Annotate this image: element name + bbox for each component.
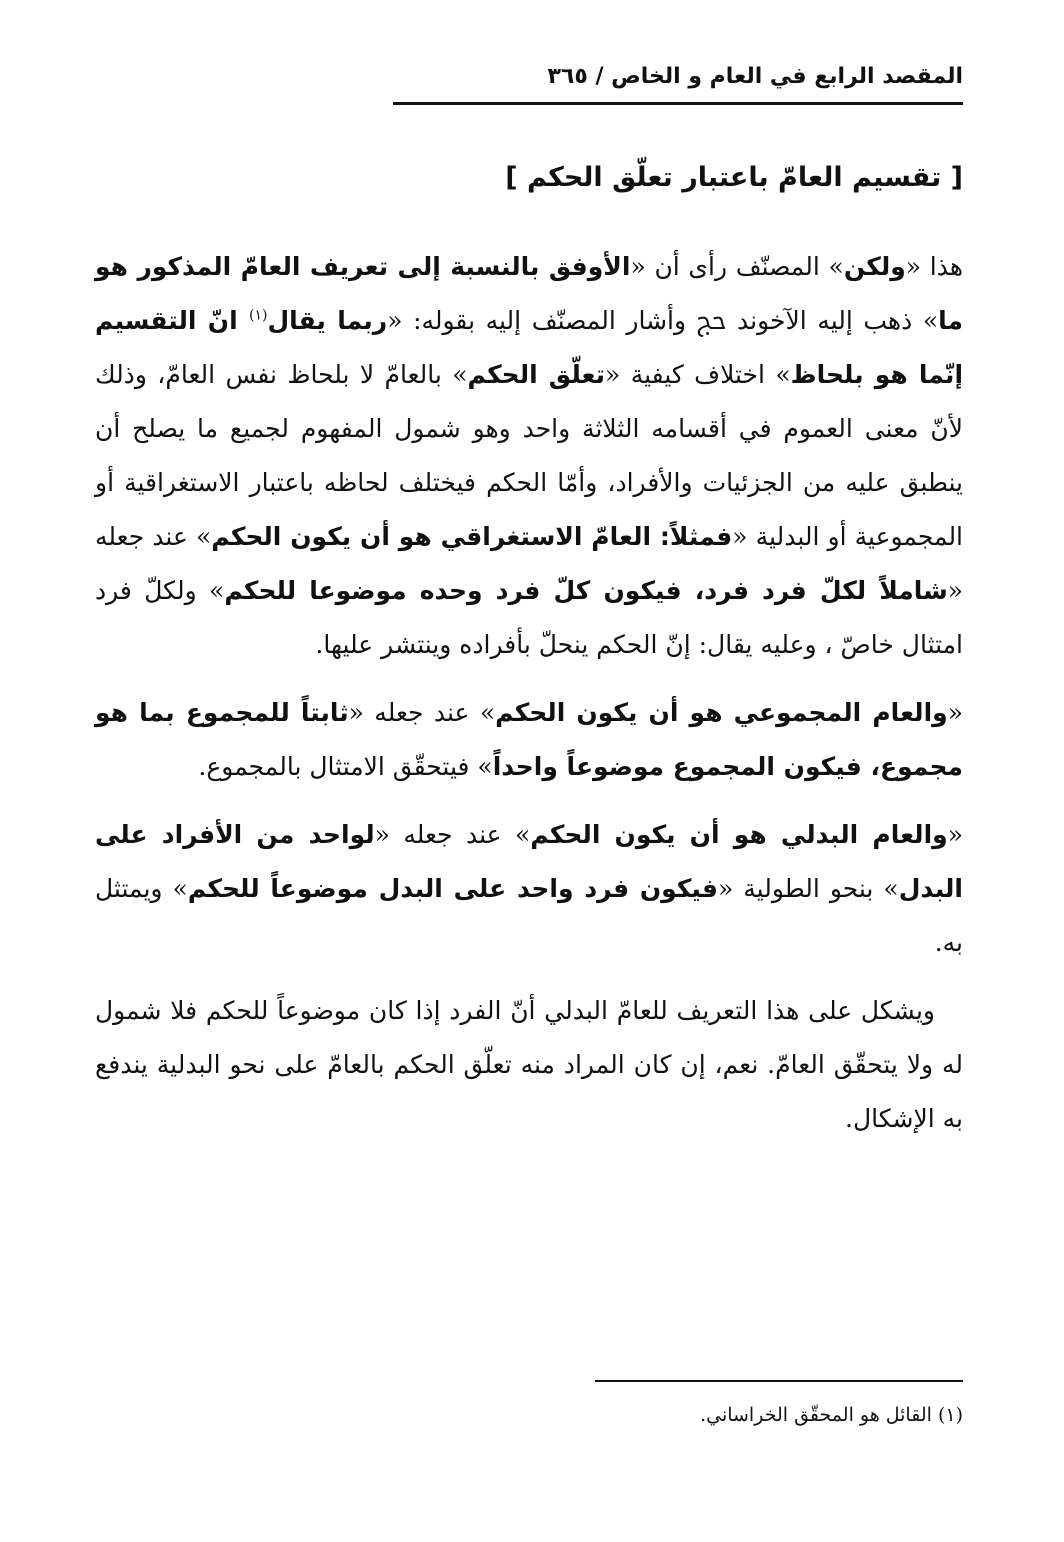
paragraph (95, 240, 963, 672)
text-run: هذا « (905, 252, 964, 281)
document-page (95, 40, 963, 1500)
footnote-marker: (١) (248, 307, 268, 324)
text-run: » عند جعله « (374, 820, 531, 849)
quoted-text: ولكن (843, 252, 906, 281)
text-run: » عند جعله « (95, 522, 963, 605)
section-title: [ تقسيم العامّ باعتبار تعلّق الحكم ] (505, 162, 963, 193)
quoted-text: الأوفق بالنسبة إلى تعريف العامّ المذكور هو ما (95, 252, 963, 335)
text-run: » عند جعله « (348, 698, 496, 727)
text-run: » بنحو الطولية « (717, 874, 899, 903)
quoted-text: فيكون فرد واحد على البدل موضوعاً للحكم (187, 874, 718, 903)
quoted-text: انّ التقسيم إنّما هو بلحاظ (95, 306, 964, 389)
body-text (95, 240, 963, 1160)
text-run: » المصنّف رأى أن « (630, 252, 844, 281)
footnote: (١) القائل هو المحقّق الخراساني. (700, 1404, 963, 1426)
quoted-text: ربما يقال (267, 306, 388, 335)
paragraph (95, 686, 963, 794)
text-run: ويشكل على هذا التعريف للعامّ البدلي أنّ الفرد إذا كان موضوعاً للحكم فلا شمول له ولا يتحقّق العامّ. نعم، إن كان المراد منه تعلّق الحكم بالعامّ على نحو البدلية يندفع به الإشكال. (95, 996, 963, 1133)
header-rule (393, 102, 963, 105)
quoted-text: لواحد من الأفراد على البدل (95, 820, 963, 903)
text-run: » ولكلّ فرد امتثال خاصّ ، وعليه يقال: إنّ الحكم ينحلّ بأفراده وينتشر عليها. (95, 576, 963, 659)
paragraph (95, 984, 963, 1146)
text-run: » ذهب إليه الآخوند ﰗ وأشار المصنّف إليه بقوله: « (387, 306, 939, 335)
text-run: » اختلاف كيفية « (605, 360, 791, 389)
text-run: » ويمتثل به. (95, 874, 963, 957)
quoted-text: ثابتاً للمجموع بما هو مجموع، فيكون المجموع موضوعاً واحداً (95, 698, 963, 781)
text-run: « (947, 698, 963, 727)
quoted-text: والعام المجموعي هو أن يكون الحكم (495, 698, 948, 727)
quoted-text: تعلّق الحكم (467, 360, 606, 389)
quoted-text: فمثلاً: العامّ الاستغراقي هو أن يكون الحكم (211, 522, 733, 551)
footnote-rule (595, 1380, 963, 1382)
quoted-text: والعام البدلي هو أن يكون الحكم (530, 820, 948, 849)
text-run: » بالعامّ لا بلحاظ نفس العامّ، وذلك لأنّ معنى العموم في أقسامه الثلاثة واحد وهو شمول المفهوم لجميع ما يصلح أن ينطبق عليه من الجزئيات والأفراد، وأمّا الحكم فيختلف لحاظه باعتبار الاستغراقية أو المجموعية أو البدلية « (95, 360, 964, 551)
quoted-text: شاملاً لكلّ فرد فرد، فيكون كلّ فرد وحده موضوعا للحكم (224, 576, 948, 605)
text-run: » فيتحقّق الامتثال بالمجموع. (198, 752, 493, 781)
text-run: « (947, 820, 963, 849)
paragraph (95, 808, 963, 970)
running-header: المقصد الرابع في العام و الخاص / ٣٦٥ (547, 64, 963, 89)
